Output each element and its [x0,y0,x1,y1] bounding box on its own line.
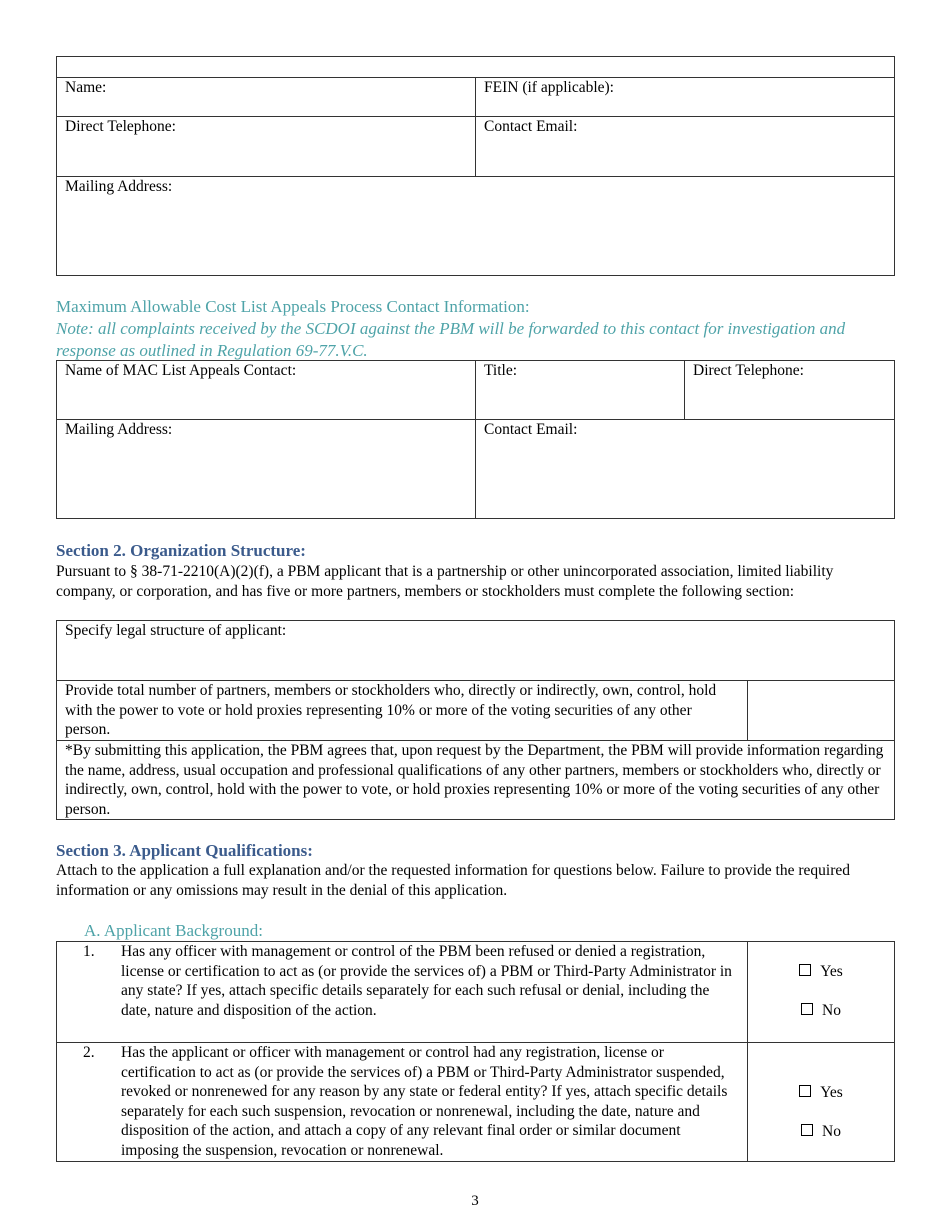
question-2-number: 2. [83,1044,95,1061]
fein-label: FEIN (if applicable): [484,79,614,96]
question-2-text: Has the applicant or officer with management or control had any registration, license or certification to act as (or provide the services of) a PBM or Third-Party Administrator suspended, revoked or nonrenewed for any reason by any state or federal entity? If yes, attach specific details separately for each such suspension, revocation or nonrenewal, including the date, nature and disposition of the action, and attach a copy of any relevant final order or similar document imposing the suspension, revocation or nonrenewal. [121,1044,728,1159]
question-1-text: Has any officer with management or control of the PBM been refused or denied a registration, license or certification to act as (or provide the services of) a PBM or Third-Party Administrator in any state? If yes, attach specific details separately for each such refusal or denial, including the date, nature and disposition of the action. [121,943,732,1019]
agreement-statement [57,741,895,820]
applicant-background-table [56,941,895,1162]
direct-telephone-field[interactable] [57,117,476,177]
mac-title-field[interactable] [476,361,685,420]
question-1-answers [748,942,895,1043]
contact-email-label: Contact Email: [484,118,578,135]
section-3-heading: Section 3. Applicant Qualifications: [56,841,313,860]
contact-email-field[interactable] [476,117,895,177]
checkbox-icon[interactable] [801,1003,813,1015]
direct-telephone-label: Direct Telephone: [65,118,176,135]
mac-note: Note: all complaints received by the SCDOI against the PBM will be forwarded to this contact for investigation and response as outlined in Regulation 69-77.V.C. [56,319,846,360]
section-2-heading: Section 2. Organization Structure: [56,541,306,560]
question-1-number: 1. [83,943,95,960]
section-3-intro: Attach to the application a full explanation and/or the requested information for questions below. Failure to provide the required information or any omissions may result in the denial of this application. [56,862,850,899]
checkbox-icon[interactable] [801,1124,813,1136]
mac-contact-name-label: Name of MAC List Appeals Contact: [65,362,297,379]
mac-contact-name-field[interactable] [57,361,476,420]
legal-structure-field[interactable] [57,621,895,681]
fein-field[interactable] [476,78,895,117]
question-2 [57,1043,748,1162]
name-field[interactable] [57,78,476,117]
no-label: No [822,1001,841,1019]
mac-telephone-field[interactable] [685,361,895,420]
question-2-answers [748,1043,895,1162]
applicant-background-heading: A. Applicant Background: [84,921,263,940]
mac-contact-email-label: Contact Email: [484,421,578,438]
organization-structure-table [56,620,895,820]
mailing-address-field[interactable] [57,177,895,276]
mac-title-label: Title: [484,362,518,379]
blank-header-row [57,57,895,78]
legal-structure-label: Specify legal structure of applicant: [65,622,287,639]
page-number: 3 [471,1193,479,1209]
yes-label: Yes [820,963,843,980]
question-1-yes-option[interactable] [756,962,886,982]
no-label: No [822,1122,841,1140]
name-label: Name: [65,79,107,96]
mac-contact-email-field[interactable] [476,420,895,519]
mailing-address-label: Mailing Address: [65,178,173,195]
total-partners-label: Provide total number of partners, members or stockholders who, directly or indirectly, own, control, hold with the power to vote or hold proxies representing 10% or more of the voting securities of any other person. [65,682,717,738]
yes-label: Yes [820,1084,843,1101]
question-1 [57,942,748,1043]
mac-telephone-label: Direct Telephone: [693,362,804,379]
mac-mailing-address-field[interactable] [57,420,476,519]
checkbox-icon[interactable] [799,964,811,976]
mac-mailing-address-label: Mailing Address: [65,421,173,438]
section-2-intro: Pursuant to § 38-71-2210(A)(2)(f), a PBM applicant that is a partnership or other unincorporated association, limited liability company, or corporation, and has five or more partners, members or stockholders must complete the following section: [56,563,834,600]
question-1-no-option[interactable] [756,1001,886,1021]
mac-contact-table [56,360,895,519]
checkbox-icon[interactable] [799,1085,811,1097]
mac-heading: Maximum Allowable Cost List Appeals Process Contact Information: [56,297,530,316]
total-partners-input[interactable] [748,681,895,741]
question-2-no-option[interactable] [756,1122,886,1142]
question-2-yes-option[interactable] [756,1083,886,1103]
agreement-text: *By submitting this application, the PBM agrees that, upon request by the Department, the PBM will provide information regarding the name, address, usual occupation and professional qualifications of any other partners, members or stockholders who, directly or indirectly, own, control, hold with the power to vote, or hold proxies representing 10% or more of the voting securities of any other person. [65,742,884,818]
applicant-contact-table [56,56,895,276]
total-partners-question [57,681,748,741]
